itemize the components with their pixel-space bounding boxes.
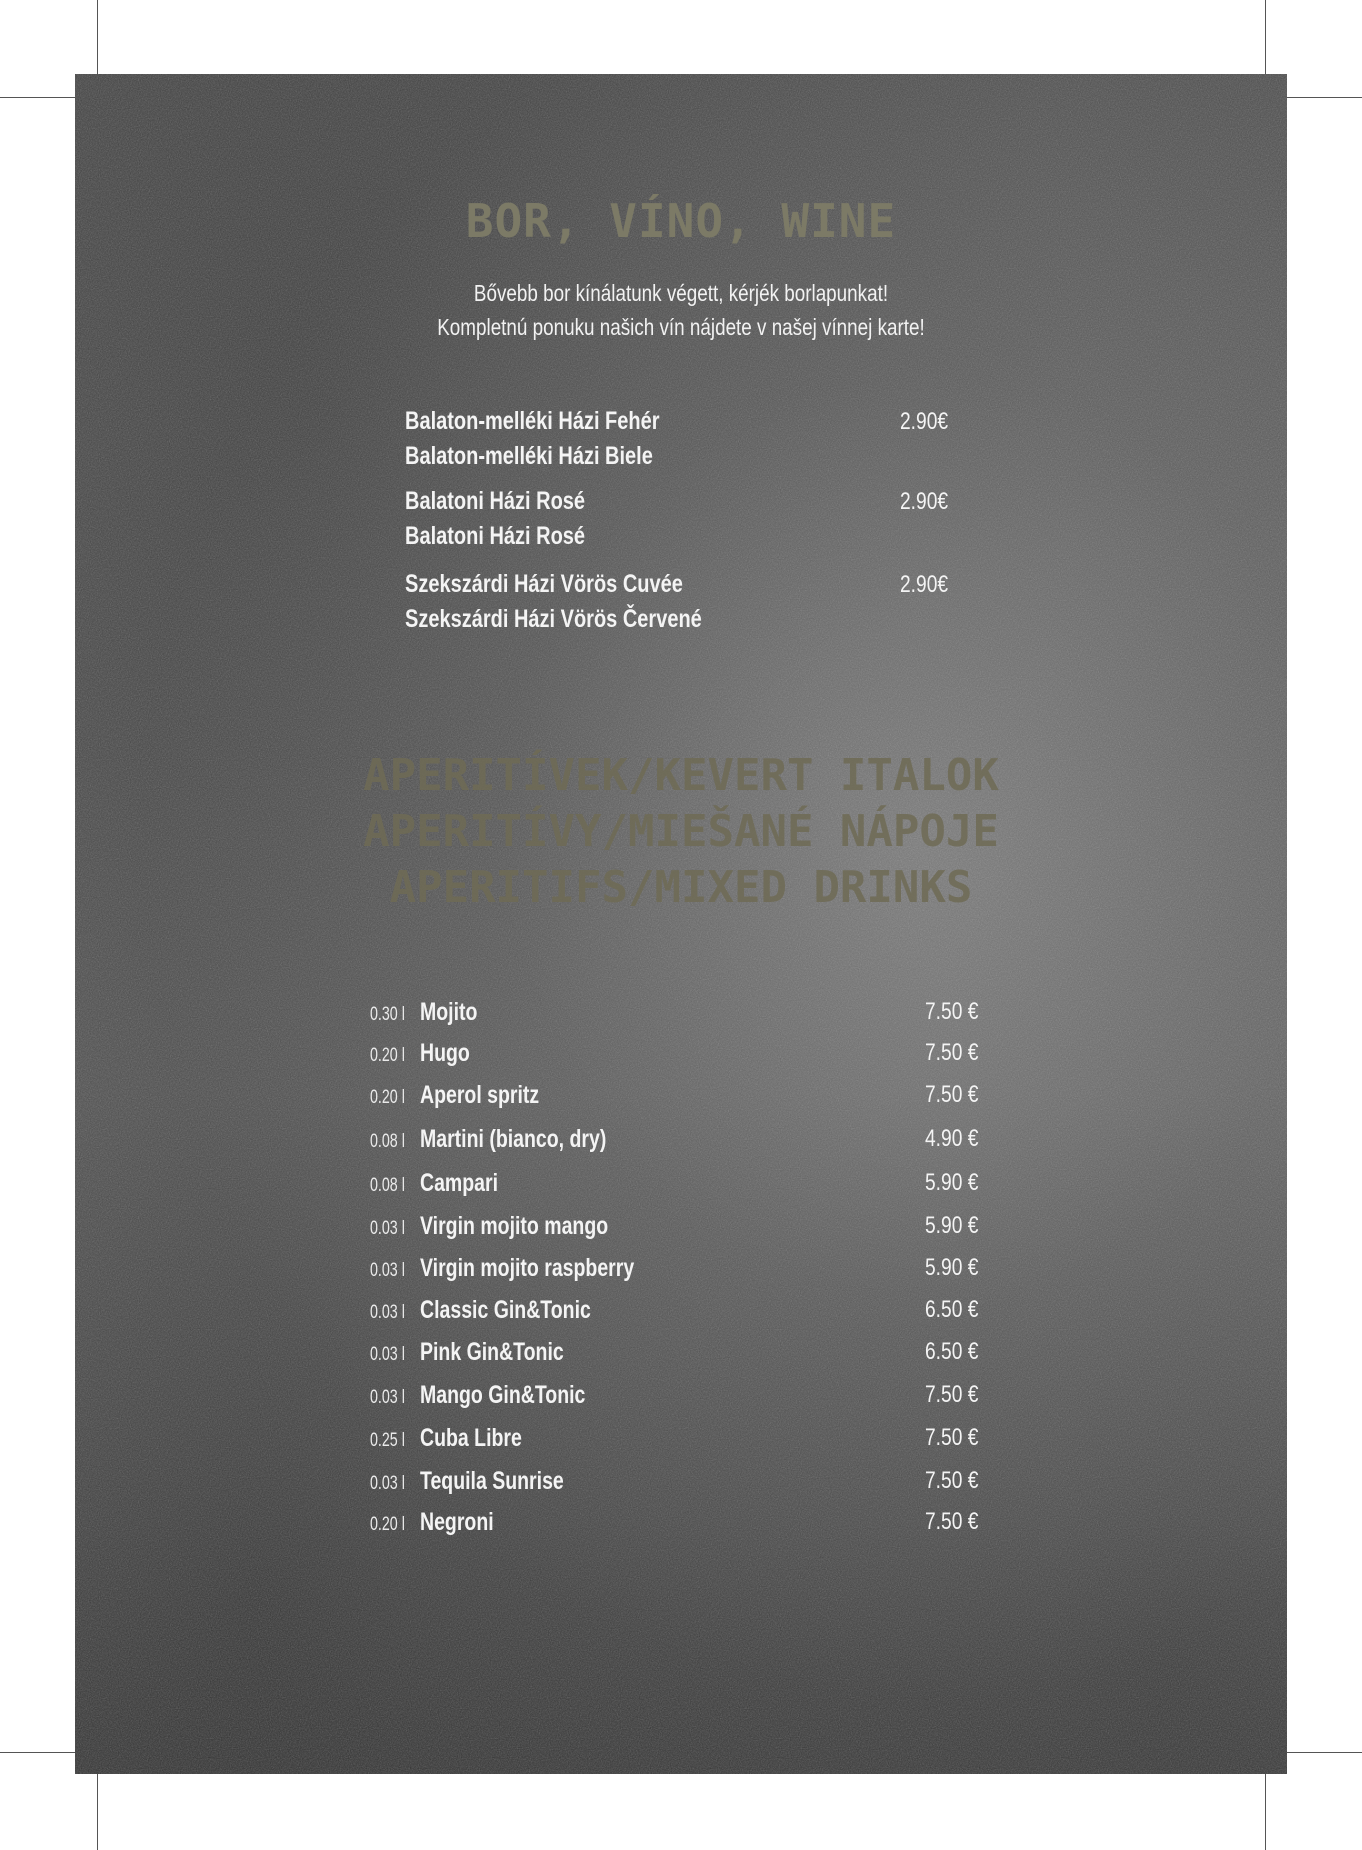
drink-name: Negroni [420, 1508, 494, 1536]
drink-volume: 0.03 l [370, 1302, 405, 1323]
drink-price: 5.90 € [925, 1169, 979, 1196]
drink-name: Tequila Sunrise [420, 1467, 564, 1495]
drink-volume: 0.20 l [370, 1087, 405, 1108]
drink-row [370, 1210, 1070, 1246]
drink-name: Campari [420, 1169, 499, 1197]
wine-name-sk: Szekszárdi Házi Vörös Červené [405, 605, 702, 633]
drink-row [370, 1079, 1070, 1115]
drink-row [370, 1294, 1070, 1330]
drink-row [370, 1336, 1070, 1372]
wine-name-hu: Balaton-melléki Házi Fehér [405, 407, 660, 435]
drink-price: 7.50 € [925, 1424, 979, 1451]
drink-row [370, 1465, 1070, 1501]
drink-row [370, 996, 1070, 1032]
drink-name: Martini (bianco, dry) [420, 1125, 607, 1153]
drink-price: 7.50 € [925, 998, 979, 1025]
drink-name: Mojito [420, 998, 478, 1026]
drink-volume: 0.08 l [370, 1131, 405, 1152]
crop-mark [0, 97, 75, 98]
drink-name: Virgin mojito raspberry [420, 1254, 635, 1282]
drink-row [370, 1037, 1070, 1073]
wine-price: 2.90€ [900, 571, 949, 598]
drink-volume: 0.03 l [370, 1218, 405, 1239]
drink-volume: 0.03 l [370, 1260, 405, 1281]
drink-name: Mango Gin&Tonic [420, 1381, 586, 1409]
drink-volume: 0.03 l [370, 1473, 405, 1494]
aperitif-title-sk: APERITÍVY/MIEŠANÉ NÁPOJE [363, 806, 999, 857]
crop-mark [1265, 0, 1266, 74]
drink-price: 5.90 € [925, 1254, 979, 1281]
wine-subtitle-hu: Bővebb bor kínálatunk végett, kérjék borlapunkat! [473, 280, 889, 306]
drink-row [370, 1167, 1070, 1203]
aperitif-title-en: APERITIFS/MIXED DRINKS [389, 862, 973, 913]
wine-item [405, 484, 1045, 554]
wine-item [405, 404, 1045, 474]
drink-name: Cuba Libre [420, 1424, 522, 1452]
drink-name: Hugo [420, 1039, 470, 1067]
drink-name: Virgin mojito mango [420, 1212, 609, 1240]
drink-row [370, 1422, 1070, 1458]
wine-price: 2.90€ [900, 488, 949, 515]
crop-mark [1287, 97, 1362, 98]
drink-price: 7.50 € [925, 1381, 979, 1408]
wine-name-hu: Szekszárdi Házi Vörös Cuvée [405, 570, 683, 598]
drink-name: Aperol spritz [420, 1081, 540, 1109]
drink-name: Pink Gin&Tonic [420, 1338, 564, 1366]
drink-row [370, 1506, 1070, 1542]
drink-price: 7.50 € [925, 1081, 979, 1108]
drink-volume: 0.20 l [370, 1045, 405, 1066]
drink-price: 7.50 € [925, 1467, 979, 1494]
wine-name-sk: Balaton-melléki Házi Biele [405, 442, 653, 470]
menu-page [75, 74, 1287, 1774]
drink-volume: 0.20 l [370, 1514, 405, 1535]
wine-name-sk: Balatoni Házi Rosé [405, 522, 586, 550]
drink-price: 7.50 € [925, 1039, 979, 1066]
drink-price: 5.90 € [925, 1212, 979, 1239]
drink-volume: 0.08 l [370, 1175, 405, 1196]
crop-mark [97, 0, 98, 74]
wine-price: 2.90€ [900, 408, 949, 435]
drink-volume: 0.30 l [370, 1004, 405, 1025]
drink-price: 6.50 € [925, 1296, 979, 1323]
wine-item [405, 567, 1045, 637]
crop-mark [1287, 1752, 1362, 1753]
drink-volume: 0.25 l [370, 1430, 405, 1451]
drink-row [370, 1252, 1070, 1288]
aperitif-title-hu: APERITÍVEK/KEVERT ITALOK [363, 750, 999, 801]
wine-name-hu: Balatoni Házi Rosé [405, 487, 586, 515]
crop-mark [1265, 1774, 1266, 1850]
drink-volume: 0.03 l [370, 1344, 405, 1365]
drink-volume: 0.03 l [370, 1387, 405, 1408]
drink-price: 6.50 € [925, 1338, 979, 1365]
wine-section-title: BOR, VÍNO, WINE [465, 194, 897, 248]
drink-row [370, 1379, 1070, 1415]
crop-mark [0, 1752, 75, 1753]
drink-name: Classic Gin&Tonic [420, 1296, 591, 1324]
drink-price: 7.50 € [925, 1508, 979, 1535]
drink-price: 4.90 € [925, 1125, 979, 1152]
wine-subtitle-sk: Kompletnú ponuku našich vín nájdete v našej vínnej karte! [437, 314, 925, 340]
drink-row [370, 1123, 1070, 1159]
crop-mark [97, 1774, 98, 1850]
